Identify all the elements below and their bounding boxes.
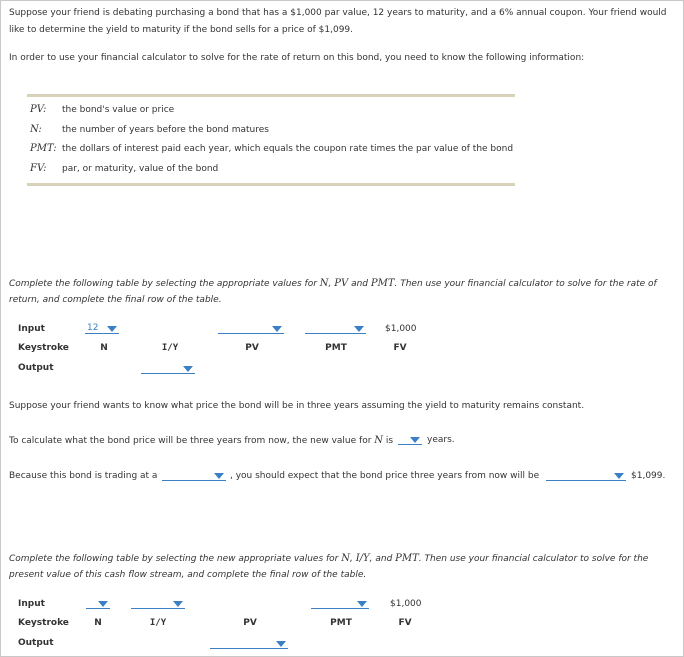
table2-row-input-label: Input bbox=[18, 599, 45, 609]
table1-key-fv: FV bbox=[393, 343, 407, 353]
chevron-down-icon bbox=[214, 473, 224, 479]
def-text-pmt: the dollars of interest paid each year, which equals the coupon rate times the par value of the bond bbox=[62, 144, 514, 154]
calc-text-a: To calculate what the bond price will be three years from now, the new value for N is bbox=[9, 435, 394, 446]
table1-pmt-dropdown[interactable] bbox=[305, 323, 366, 334]
table2-pv-output-dropdown[interactable] bbox=[210, 638, 288, 649]
table1-row-output-label: Output bbox=[18, 363, 54, 373]
table2-iy-dropdown[interactable] bbox=[131, 598, 185, 609]
new-n-dropdown[interactable] bbox=[398, 434, 422, 445]
definitions-bottom-rule bbox=[27, 183, 515, 186]
table1-key-pv: PV bbox=[245, 343, 259, 353]
chevron-down-icon bbox=[357, 601, 367, 607]
def-term-pmt: PMT: bbox=[30, 143, 57, 154]
def-term-n: N: bbox=[30, 124, 42, 135]
def-text-fv: par, or maturity, value of the bond bbox=[62, 164, 219, 174]
table2-key-pv: PV bbox=[243, 618, 257, 628]
table1-row-input-label: Input bbox=[18, 324, 45, 334]
def-text-n: the number of years before the bond matures bbox=[62, 125, 269, 135]
chevron-down-icon bbox=[614, 473, 624, 479]
scenario-text: Suppose your friend wants to know what price the bond will be in three years assuming the yield to maturity remains constant. bbox=[9, 401, 585, 411]
trading-at-dropdown[interactable] bbox=[162, 470, 226, 481]
table2-instruction-line-1: Complete the following table by selecting the new appropriate values for N, I/Y, and PMT. Then use your financial calculator to solve for the bbox=[9, 553, 649, 564]
table1-row-keystroke-label: Keystroke bbox=[18, 343, 69, 353]
chevron-down-icon bbox=[183, 366, 193, 372]
chevron-down-icon bbox=[107, 326, 117, 332]
table1-n-value: 12 bbox=[87, 323, 99, 333]
table2-key-pmt: PMT bbox=[330, 618, 352, 628]
table2-pmt-dropdown[interactable] bbox=[311, 598, 369, 609]
chevron-down-icon bbox=[410, 437, 420, 443]
price-expectation-dropdown[interactable] bbox=[546, 470, 626, 481]
table1-key-n: N bbox=[100, 343, 108, 353]
table2-row-keystroke-label: Keystroke bbox=[18, 618, 69, 628]
because-text-b: , you should expect that the bond price three years from now will be bbox=[230, 471, 540, 481]
table1-instruction-line-1: Complete the following table by selecting the appropriate values for N, PV and PMT. Then use your financial calculator to solve for the rate of bbox=[9, 278, 657, 289]
chevron-down-icon bbox=[276, 641, 286, 647]
table1-instruction-line-2: return, and complete the final row of the table. bbox=[9, 295, 222, 305]
table1-iy-output-dropdown[interactable] bbox=[141, 363, 195, 374]
definitions-top-rule bbox=[27, 94, 515, 97]
intro-line-2: like to determine the yield to maturity if the bond sells for a price of $1,099. bbox=[9, 25, 354, 35]
because-text-c: $1,099. bbox=[631, 471, 666, 481]
def-text-pv: the bond's value or price bbox=[62, 105, 175, 115]
table2-fv-value: $1,000 bbox=[390, 599, 422, 609]
table1-n-dropdown[interactable] bbox=[85, 323, 119, 334]
table1-key-iy: I/Y bbox=[161, 343, 179, 353]
def-term-fv: FV: bbox=[30, 163, 47, 174]
table2-key-fv: FV bbox=[398, 618, 412, 628]
chevron-down-icon bbox=[354, 326, 364, 332]
def-term-pv: PV: bbox=[30, 104, 47, 115]
table1-pv-dropdown[interactable] bbox=[218, 323, 284, 334]
table2-key-n: N bbox=[94, 618, 102, 628]
intro-line-3: In order to use your financial calculator to solve for the rate of return on this bond, you need to know the following information: bbox=[9, 53, 585, 63]
table2-instruction-line-2: present value of this cash flow stream, and complete the final row of the table. bbox=[9, 570, 367, 580]
table1-fv-value: $1,000 bbox=[385, 324, 417, 334]
chevron-down-icon bbox=[173, 601, 183, 607]
because-text-a: Because this bond is trading at a bbox=[9, 471, 158, 481]
chevron-down-icon bbox=[98, 601, 108, 607]
table1-key-pmt: PMT bbox=[325, 343, 347, 353]
table2-row-output-label: Output bbox=[18, 638, 54, 648]
table2-n-dropdown[interactable] bbox=[86, 598, 110, 609]
chevron-down-icon bbox=[272, 326, 282, 332]
intro-line-1: Suppose your friend is debating purchasing a bond that has a $1,000 par value, 12 years to maturity, and a 6% annual coupon. Your friend would bbox=[9, 8, 667, 18]
calc-years-label: years. bbox=[427, 435, 455, 445]
table2-key-iy: I/Y bbox=[149, 618, 167, 628]
